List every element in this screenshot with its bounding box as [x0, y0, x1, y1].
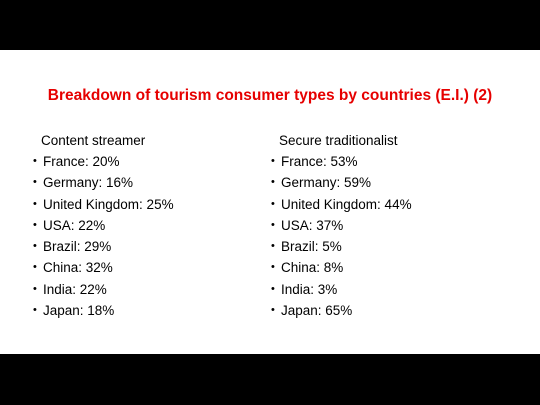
slide: [0, 50, 540, 354]
bullet-icon: •: [33, 155, 37, 167]
list-item: • Germany: 16%: [30, 172, 174, 193]
list-item: • Japan: 65%: [268, 300, 412, 321]
list-item: • India: 3%: [268, 279, 412, 300]
list-item: • France: 20%: [30, 151, 174, 172]
bullet-icon: •: [271, 197, 275, 210]
bullet-icon: •: [271, 218, 275, 231]
list-item: • USA: 37%: [268, 215, 412, 236]
list-item: • India: 22%: [30, 279, 174, 300]
bullet-icon: •: [271, 261, 275, 274]
list-item: • United Kingdom: 25%: [30, 194, 174, 215]
column-content-streamer: [30, 130, 174, 321]
bullet-icon: •: [271, 176, 275, 189]
bullet-icon: •: [271, 155, 275, 167]
list-item: • China: 8%: [268, 257, 412, 278]
list-item: • Brazil: 29%: [30, 236, 174, 257]
column-heading: Content streamer: [41, 133, 146, 148]
bullet-icon: •: [271, 240, 275, 253]
bullet-icon: •: [271, 282, 275, 295]
slide-title: Breakdown of tourism consumer types by countries (E.I.) (2): [47, 87, 493, 104]
bullet-icon: •: [33, 240, 37, 253]
list-item: • USA: 22%: [30, 215, 174, 236]
bullet-list: [268, 151, 412, 321]
bullet-icon: •: [33, 176, 37, 189]
list-item: • Japan: 18%: [30, 300, 174, 321]
list-item: • United Kingdom: 44%: [268, 194, 412, 215]
bullet-icon: •: [33, 304, 37, 317]
column-heading: Secure traditionalist: [279, 133, 398, 148]
bullet-icon: •: [33, 197, 37, 210]
list-item: • China: 32%: [30, 257, 174, 278]
bullet-icon: •: [271, 304, 275, 317]
bullet-icon: •: [33, 282, 37, 295]
bullet-list: [30, 151, 174, 321]
list-item: • France: 53%: [268, 151, 412, 172]
list-item: • Germany: 59%: [268, 172, 412, 193]
column-secure-traditionalist: [268, 130, 412, 321]
list-item: • Brazil: 5%: [268, 236, 412, 257]
bullet-icon: •: [33, 218, 37, 231]
bullet-icon: •: [33, 261, 37, 274]
